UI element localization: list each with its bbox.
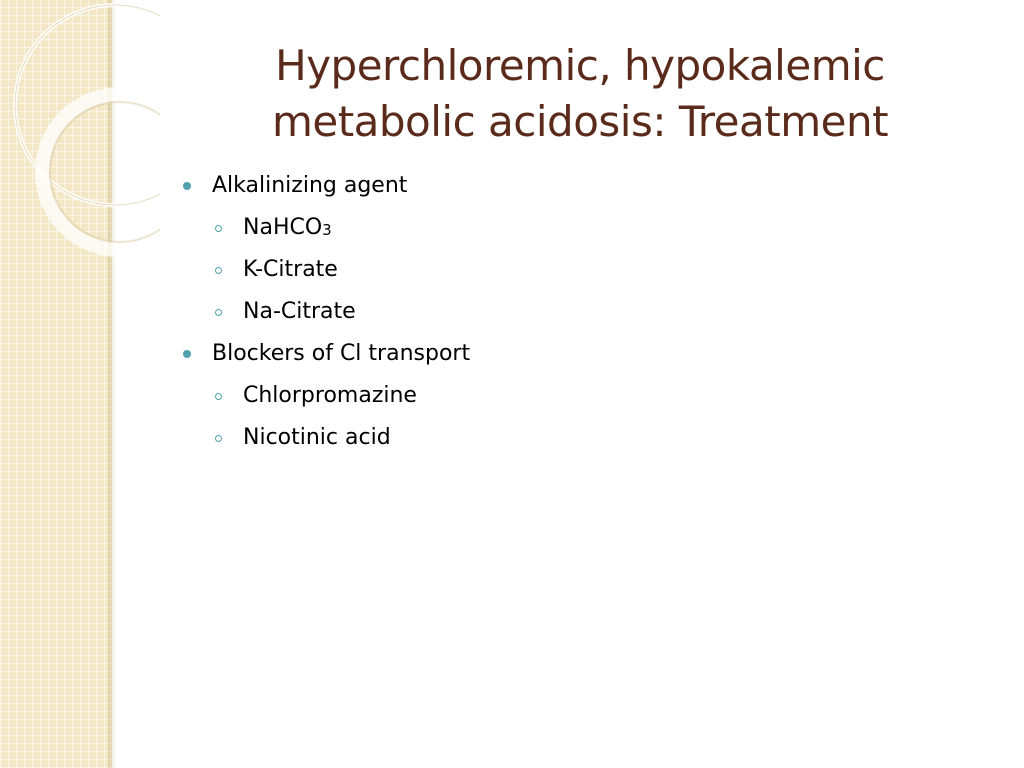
sub-bullet-nicotinic-acid xyxy=(180,420,960,462)
hollow-circle-bullet-icon xyxy=(215,435,222,442)
sub-bullet-k-citrate xyxy=(180,252,960,294)
side-strip-shadow xyxy=(108,0,116,768)
hollow-circle-bullet-icon xyxy=(215,393,222,400)
subscript-3: 3 xyxy=(322,221,332,239)
sub-bullet-chlorpromazine xyxy=(180,378,960,420)
decorative-side-strip xyxy=(0,0,112,768)
sub-bullet-label: Nicotinic acid xyxy=(243,425,391,450)
filled-circle-bullet-icon xyxy=(183,182,191,190)
sub-bullet-nahco3 xyxy=(180,210,960,252)
hollow-circle-bullet-icon xyxy=(215,309,222,316)
bullet-blockers-of-cl-transport xyxy=(180,336,960,378)
hollow-circle-bullet-icon xyxy=(215,225,222,232)
bullet-label: Alkalinizing agent xyxy=(212,173,408,198)
bullet-label: Blockers of Cl transport xyxy=(212,341,471,366)
title-line-2: metabolic acidosis: Treatment xyxy=(271,97,889,146)
sub-bullet-label: Na-Citrate xyxy=(243,299,356,324)
sub-bullet-na-citrate xyxy=(180,294,960,336)
sub-bullet-label: NaHCO xyxy=(243,215,323,240)
sub-bullet-label: Chlorpromazine xyxy=(243,383,417,408)
slide-title xyxy=(180,38,980,150)
filled-circle-bullet-icon xyxy=(183,350,191,358)
bullet-list xyxy=(180,168,960,462)
bullet-alkalinizing-agent xyxy=(180,168,960,210)
sub-bullet-label: K-Citrate xyxy=(243,257,338,282)
title-line-1: Hyperchloremic, hypokalemic xyxy=(275,41,885,90)
hollow-circle-bullet-icon xyxy=(215,267,222,274)
